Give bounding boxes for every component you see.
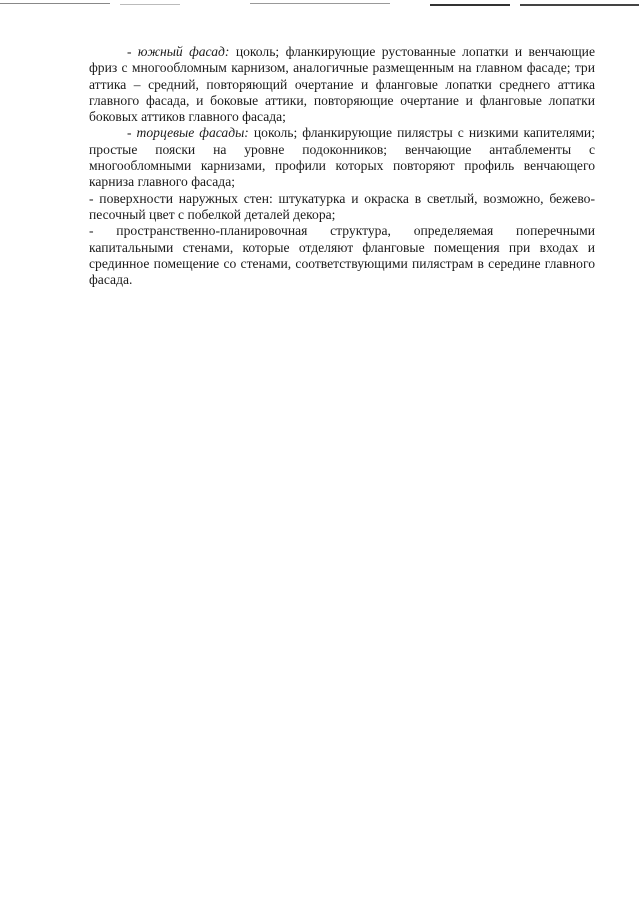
paragraph-spatial-structure (89, 223, 595, 288)
paragraph-label: - торцевые фасады: (127, 125, 249, 141)
paragraph-text: - поверхности наружных стен: штукатурка и окраска в светлый, возможно, бежево-песочный цвет с побелкой деталей декора; (89, 190, 595, 222)
paragraph-text: цоколь; фланкирующие рустованные лопатки и венчающие фриз с многообломным карнизом, аналогичные размещенным на главном фасаде; три аттика – средний, повторяющий очертание и фланговые лопатки среднего аттика главного фасада, и боковые аттики, повторяющие очертание и фланговые лопатки боковых аттиков главного фасада; (89, 44, 595, 125)
document-body (89, 44, 595, 288)
paragraph-south-facade (89, 44, 595, 125)
paragraph-end-facades (89, 125, 595, 190)
paragraph-label: - южный фасад: (127, 44, 230, 59)
paragraph-wall-surfaces (89, 191, 595, 224)
scan-artifact-top-edge (0, 2, 639, 8)
paragraph-text: - пространственно-планировочная структура, определяемая поперечными капитальными стенами, которые отделяют фланговые помещения при входах и срединное помещение со стенами, соответствующими пилястрам в середине главного фасада. (89, 223, 595, 288)
paragraph-text: цоколь; фланкирующие пилястры с низкими капителями; простые пояски на уровне подоконников; венчающие антаблементы с многообломными карнизами, профили которых повторяют профиль венчающего карниза главного фасада; (89, 125, 595, 190)
